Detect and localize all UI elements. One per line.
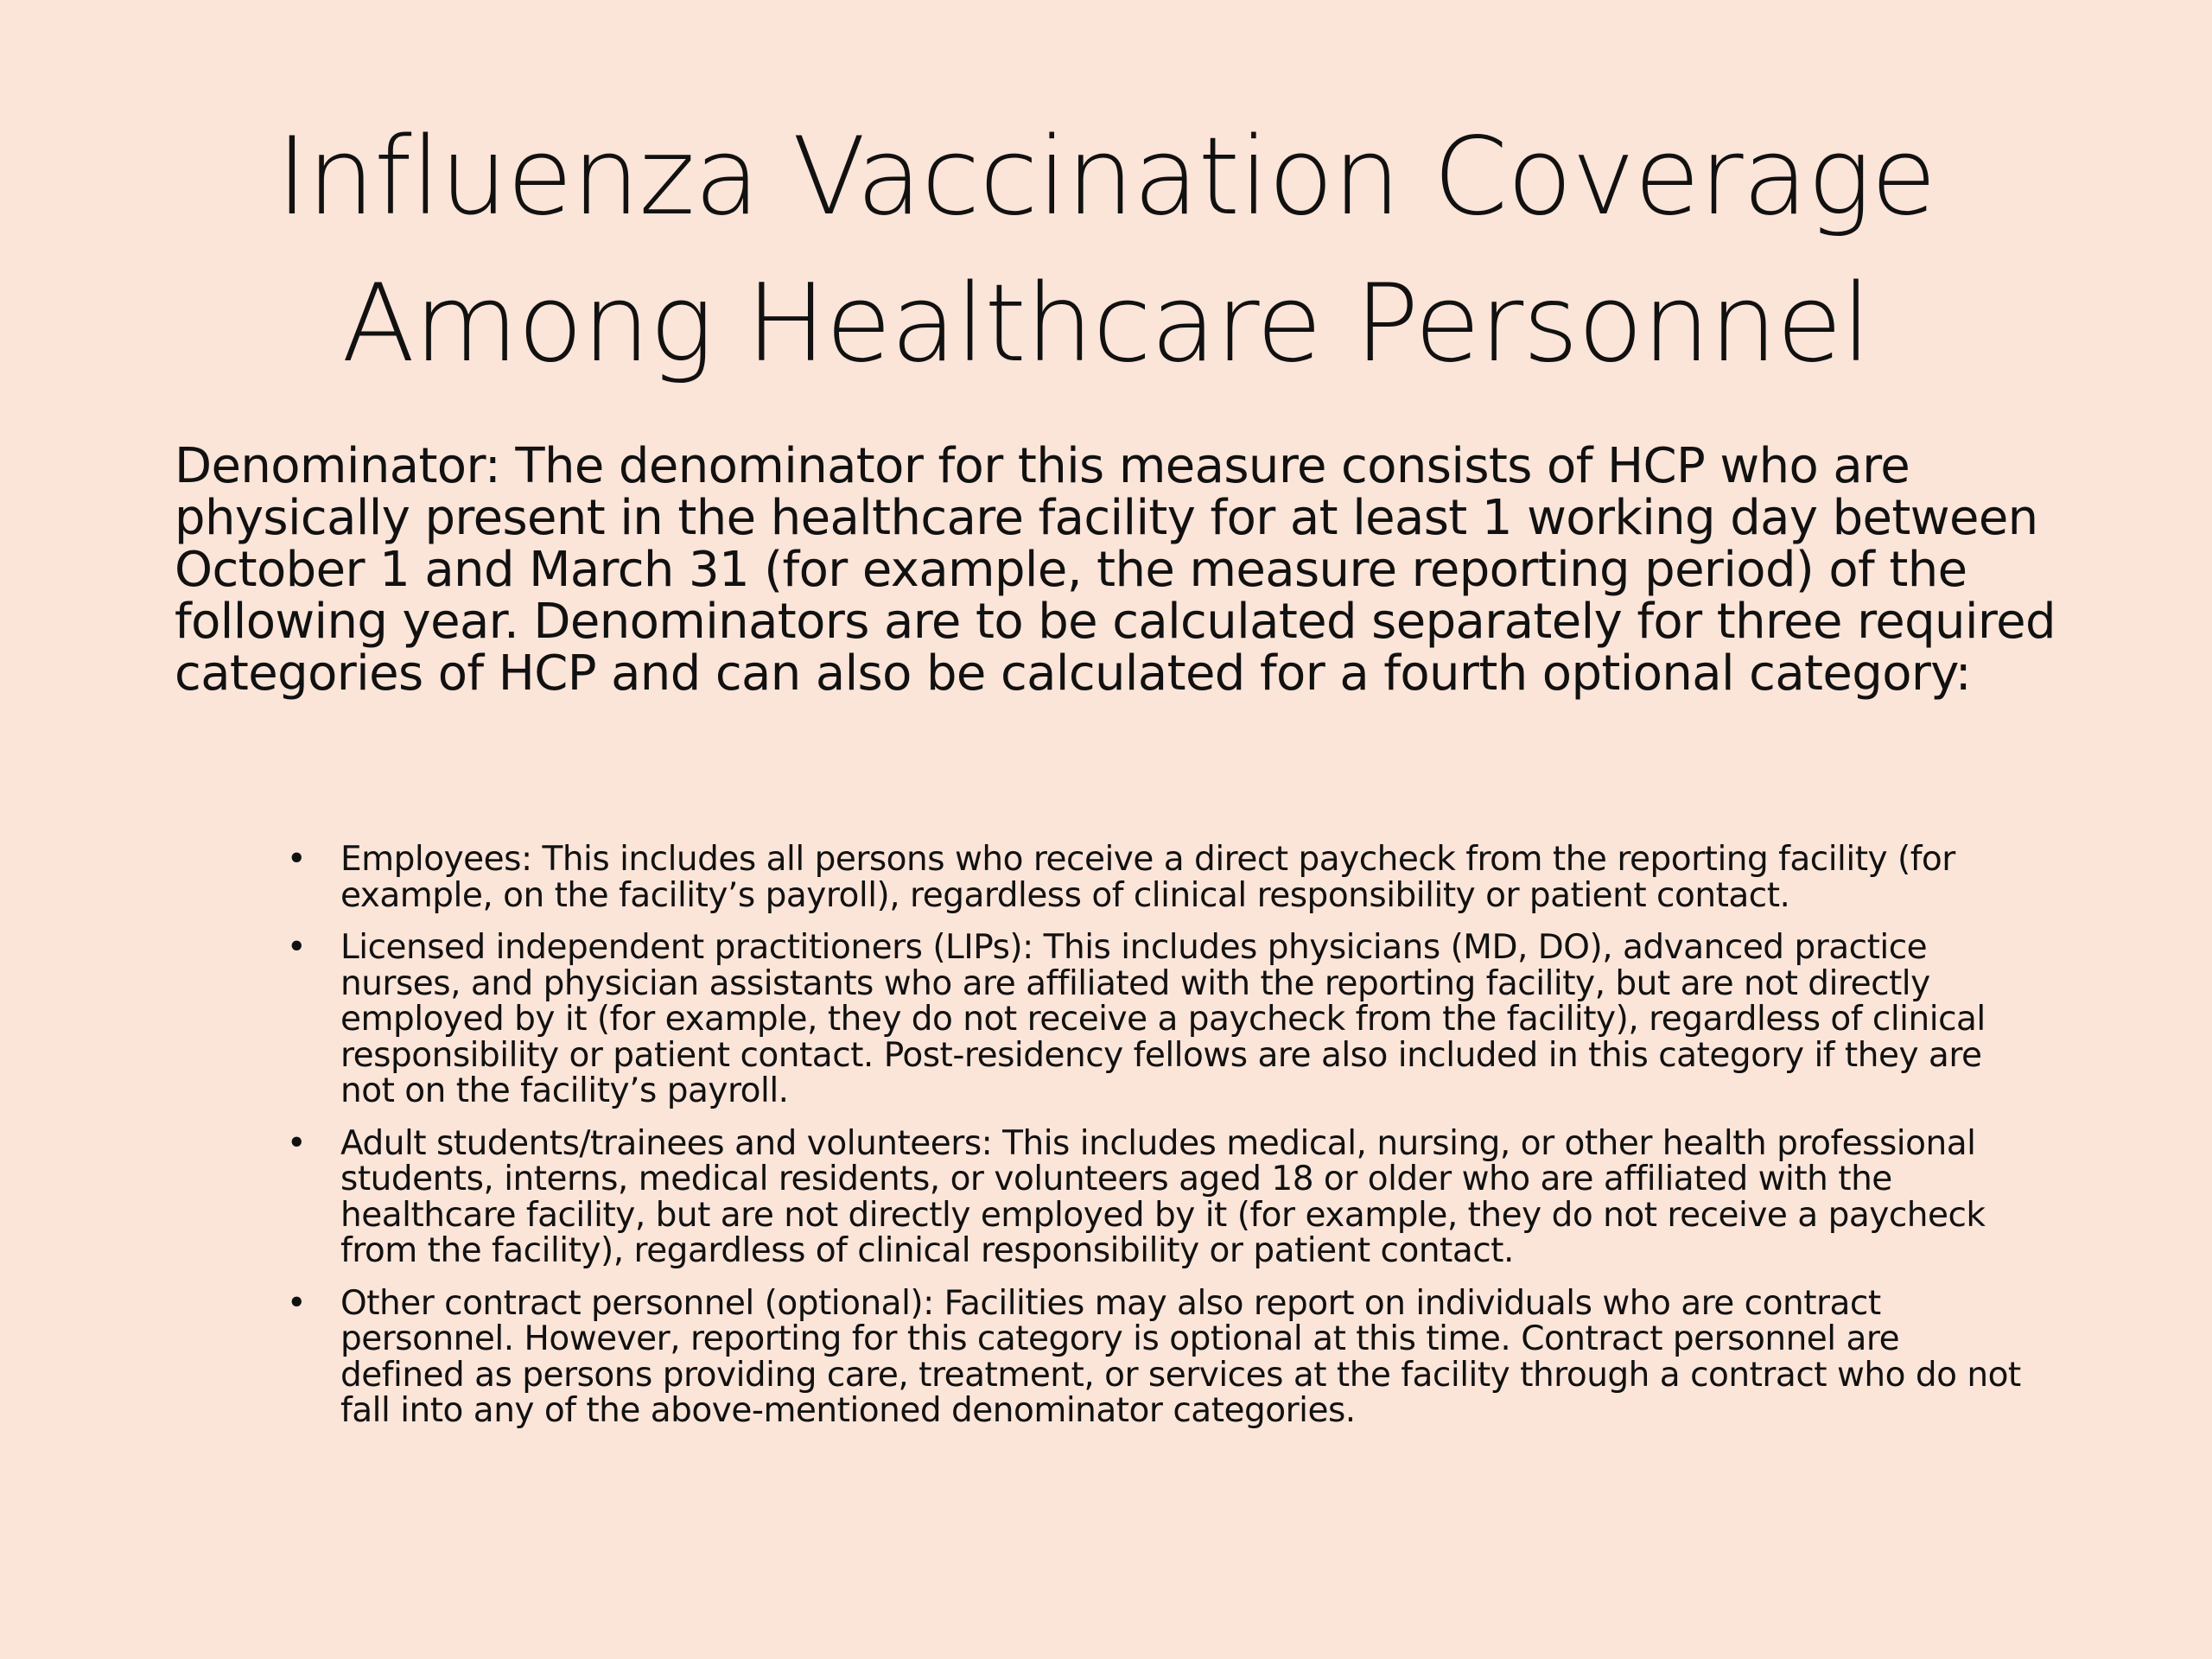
list-item-text: Licensed independent practitioners (LIPs): This includes physicians (MD, DO), advanced practice nurses, and physician assistants who are affiliated with the reporting facility, but are not directly employed by it (for example, they do not receive a paycheck from the facility), regardless of clinical responsibility or patient contact. Post-residency fellows are also included in this category if they are not on the facility’s payroll.	[340, 928, 1986, 1110]
bullet-icon: •	[286, 840, 307, 879]
list-item-lips	[286, 928, 2030, 1110]
list-item-text: Adult students/trainees and volunteers: This includes medical, nursing, or other health professional students, interns, medical residents, or volunteers aged 18 or older who are affiliated with the healthcare facility, but are not directly employed by it (for example, they do not receive a paycheck from the facility), regardless of clinical responsibility or patient contact.	[340, 1123, 1986, 1270]
list-item-text: Employees: This includes all persons who receive a direct paycheck from the reporting facility (for example, on the facility’s payroll), regardless of clinical responsibility or patient contact.	[340, 840, 1955, 915]
bullet-icon: •	[286, 1283, 307, 1323]
list-item-contract-personnel	[286, 1283, 2030, 1430]
title-line-1: Influenza Vaccination Coverage	[276, 115, 1936, 239]
list-item-students-volunteers	[286, 1123, 2030, 1270]
list-item-text: Other contract personnel (optional): Facilities may also report on individuals who are contract personnel. However, reporting for this category is optional at this time. Contract personnel are defined as persons providing care, treatment, or services at the facility through a contract who do not fall into any of the above-mentioned denominator categories.	[340, 1283, 2021, 1430]
bullet-icon: •	[286, 1123, 307, 1163]
slide-title	[0, 104, 2212, 397]
category-list	[286, 840, 2030, 1446]
denominator-paragraph: Denominator: The denominator for this measure consists of HCP who are physically present in the healthcare facility for at least 1 working day between October 1 and March 31 (for example, the measure reporting period) of the following year. Denominators are to be calculated separately for three required categories of HCP and can also be calculated for a fourth optional category:	[175, 438, 2056, 702]
bullet-icon: •	[286, 928, 307, 967]
title-line-2: Among Healthcare Personnel	[341, 262, 1871, 386]
list-item-employees	[286, 840, 2030, 915]
